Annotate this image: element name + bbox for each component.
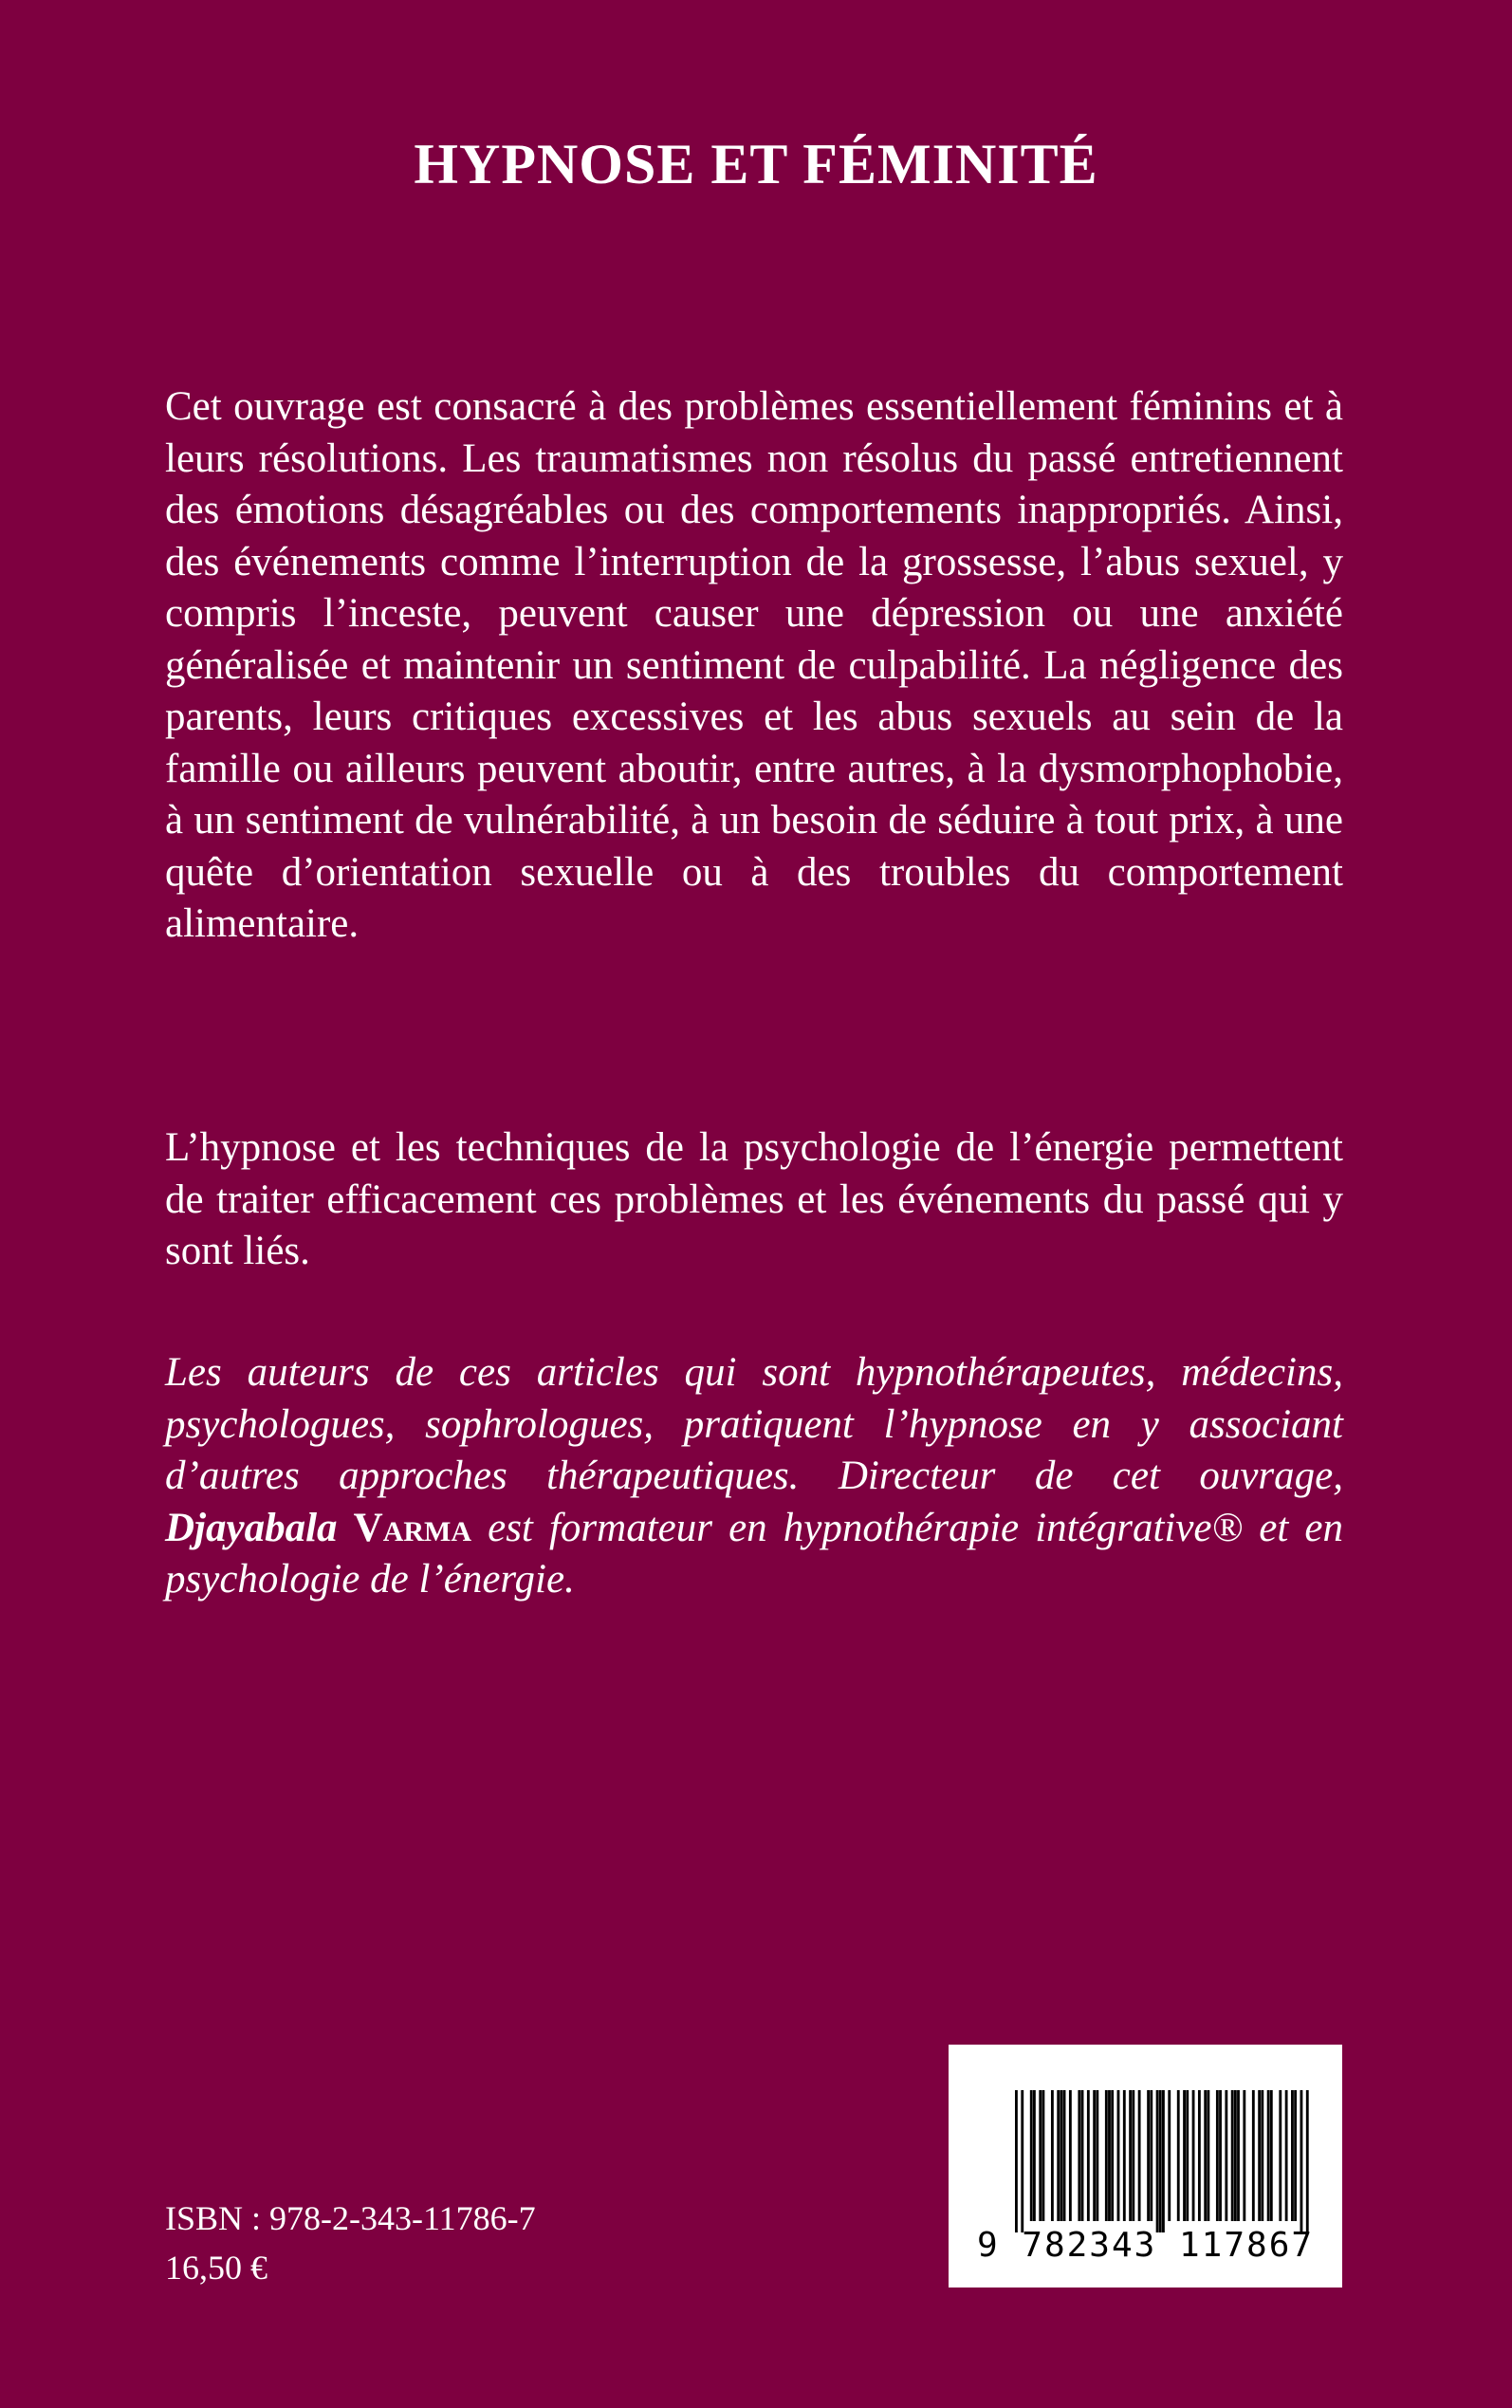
barcode-bar [1168,2090,1171,2221]
barcode-bar [1207,2090,1209,2221]
barcode-bars [1015,2090,1309,2232]
director-last-name: Varma [353,1505,472,1550]
barcode-bar [1192,2090,1195,2221]
description-paragraph-2: L’hypnose et les techniques de la psychologie de l’énergie permettent de traiter efficacement ces problèmes et les événements du passé qui y sont liés. [165,1125,1343,1273]
barcode-bar [1285,2090,1288,2221]
barcode-bar [1042,2090,1044,2221]
barcode-bar [1237,2090,1240,2221]
barcode-bar [1015,2090,1018,2232]
barcode-bar [1063,2090,1066,2221]
barcode-bar [1060,2090,1062,2221]
authors-paragraph [165,1347,1343,1606]
barcode-bar [1123,2090,1126,2221]
barcode-bar [1033,2090,1036,2221]
barcode-bar [1234,2090,1237,2221]
barcode-bar [1132,2090,1134,2221]
barcode-bar [1105,2090,1108,2221]
barcode-bar [1231,2090,1234,2221]
barcode-bar [1147,2090,1150,2221]
barcode-bar [1216,2090,1219,2221]
barcode-bar [1051,2090,1054,2221]
barcode-bar [1291,2090,1294,2221]
book-title: HYPNOSE ET FÉMINITÉ [414,133,1098,195]
barcode-bar [1069,2090,1072,2221]
barcode-bar [1111,2090,1114,2221]
barcode-bar [1279,2090,1282,2221]
barcode-bar [1081,2090,1084,2221]
barcode-bar [1258,2090,1261,2221]
barcode-bar [1306,2090,1309,2232]
authors-text-after: est formateur en hypnothérapie intégrative® et en psychologie de l’énergie. [165,1505,1343,1602]
barcode-bar [1261,2090,1263,2221]
isbn-label: ISBN : 978-2-343-11786-7 [165,2199,536,2237]
barcode-bar [1057,2090,1060,2221]
description-paragraph-1: Cet ouvrage est consacré à des problèmes essentiellement féminins et à leurs résolutions. Les traumatismes non résolus du passé entretiennent des émotions désagréables ou des comportements inappropriés. Ainsi, des événements comme l’interruption de la grossesse, l’abus sexuel, y compris l’inceste, peuvent causer une dépression ou une anxiété généralisée et maintenir un sentiment de culpabilité. La négligence des parents, leurs critiques excessives et les abus sexuels au sein de la famille ou ailleurs peuvent aboutir, entre autres, à la dysmorphophobie, à un sentiment de vulnérabilité, à un besoin de séduire à tout prix, à une quête d’orientation sexuelle ou à des troubles du comportement alimentaire. [165,384,1343,946]
barcode-bar [1087,2090,1090,2221]
director-first-name: Djayabala [165,1505,354,1550]
barcode-bar [1108,2090,1111,2221]
barcode-bar [1270,2090,1273,2221]
barcode-bar [1267,2090,1270,2221]
barcode-bar [1162,2090,1165,2232]
authors-text-before: Les auteurs de ces articles qui sont hypnothérapeutes, médecins, psychologues, sophrologues, pratiquent l’hypnose en y associant d’autres approches thérapeutiques. Directeur de cet ouvrage, [165,1350,1343,1498]
barcode-bar [1183,2090,1186,2221]
barcode-bar [1129,2090,1132,2221]
price-label: 16,50 € [165,2249,267,2287]
barcode-bar [1294,2090,1297,2221]
barcode-number: 9 782343 117867 [976,2226,1315,2265]
barcode-bar [1138,2090,1141,2221]
barcode-bar [1159,2090,1162,2232]
barcode-bar [1177,2090,1180,2221]
barcode-bar [1117,2090,1120,2221]
barcode-bar [1039,2090,1042,2221]
barcode-bar [1243,2090,1245,2221]
barcode-bar [1186,2090,1189,2221]
barcode-bar [1225,2090,1227,2221]
barcode-bar [1150,2090,1152,2221]
barcode-bar [1204,2090,1207,2221]
barcode-bar [1030,2090,1033,2221]
barcode-bar [1021,2090,1023,2232]
barcode-bar [1093,2090,1096,2221]
barcode-bar [1198,2090,1201,2221]
barcode-bar [1252,2090,1255,2221]
barcode-bar [1096,2090,1098,2221]
barcode-bar [1156,2090,1159,2232]
barcode-bar [1078,2090,1080,2221]
barcode-bar [1219,2090,1222,2221]
barcode-bar [1300,2090,1303,2232]
barcode [949,2045,1342,2288]
